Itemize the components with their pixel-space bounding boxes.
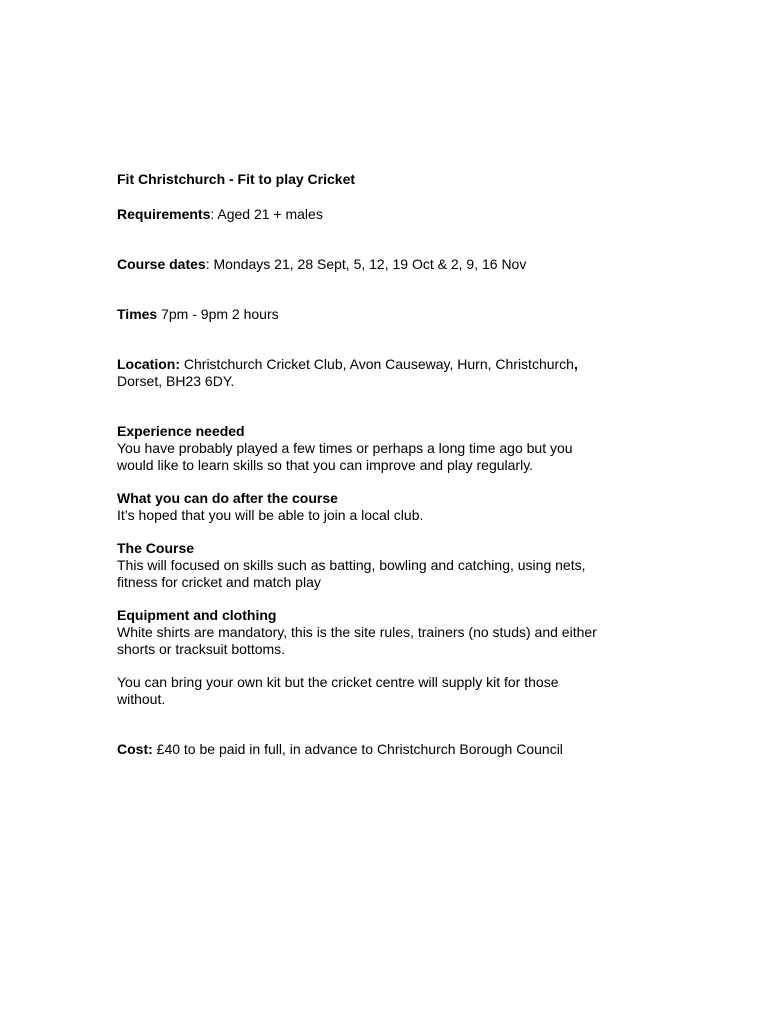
- location-line-2: Dorset, BH23 6DY.: [117, 373, 235, 389]
- location-text-1: Christchurch Cricket Club, Avon Causeway, Hurn, Christchurch: [180, 356, 574, 372]
- kit-text-1: You can bring your own kit but the cricket centre will supply kit for those: [117, 674, 559, 690]
- location-block: [117, 356, 677, 390]
- course-dates-text: : Mondays 21, 28 Sept, 5, 12, 19 Oct & 2, 9, 16 Nov: [205, 256, 527, 272]
- experience-text-1: You have probably played a few times or perhaps a long time ago but you: [117, 440, 573, 456]
- after-course-section: [117, 490, 677, 524]
- cost-text: £40 to be paid in full, in advance to Christchurch Borough Council: [152, 741, 563, 757]
- course-dates-line: [117, 256, 677, 273]
- requirements-label: Requirements: [117, 206, 211, 222]
- the-course-text-2: fitness for cricket and match play: [117, 574, 321, 590]
- equipment-heading: Equipment and clothing: [117, 607, 277, 623]
- equipment-text-2: shorts or tracksuit bottoms.: [117, 641, 286, 657]
- kit-text-2: without.: [117, 691, 166, 707]
- location-line-1: [117, 356, 677, 373]
- times-text: 7pm - 9pm 2 hours: [157, 306, 279, 322]
- experience-section: [117, 423, 677, 474]
- after-course-heading: What you can do after the course: [117, 490, 338, 506]
- requirements-line: [117, 206, 677, 223]
- the-course-heading: The Course: [117, 540, 195, 556]
- document-title: Fit Christchurch - Fit to play Cricket: [117, 171, 356, 187]
- location-label: Location:: [117, 356, 180, 372]
- the-course-text-1: This will focused on skills such as batting, bowling and catching, using nets,: [117, 557, 586, 573]
- course-dates-label: Course dates: [117, 256, 206, 272]
- equipment-text-1: White shirts are mandatory, this is the site rules, trainers (no studs) and either: [117, 624, 597, 640]
- document-page: [117, 171, 677, 758]
- experience-heading: Experience needed: [117, 423, 245, 439]
- times-line: [117, 306, 677, 323]
- the-course-section: [117, 540, 677, 591]
- cost-label: Cost:: [117, 741, 153, 757]
- kit-paragraph: [117, 674, 677, 708]
- after-course-text: It’s hoped that you will be able to join a local club.: [117, 507, 424, 523]
- requirements-text: : Aged 21 + males: [210, 206, 323, 222]
- location-comma: ,: [573, 356, 578, 372]
- cost-line: [117, 741, 677, 758]
- experience-text-2: would like to learn skills so that you can improve and play regularly.: [117, 457, 534, 473]
- times-label: Times: [117, 306, 158, 322]
- equipment-section: [117, 607, 677, 658]
